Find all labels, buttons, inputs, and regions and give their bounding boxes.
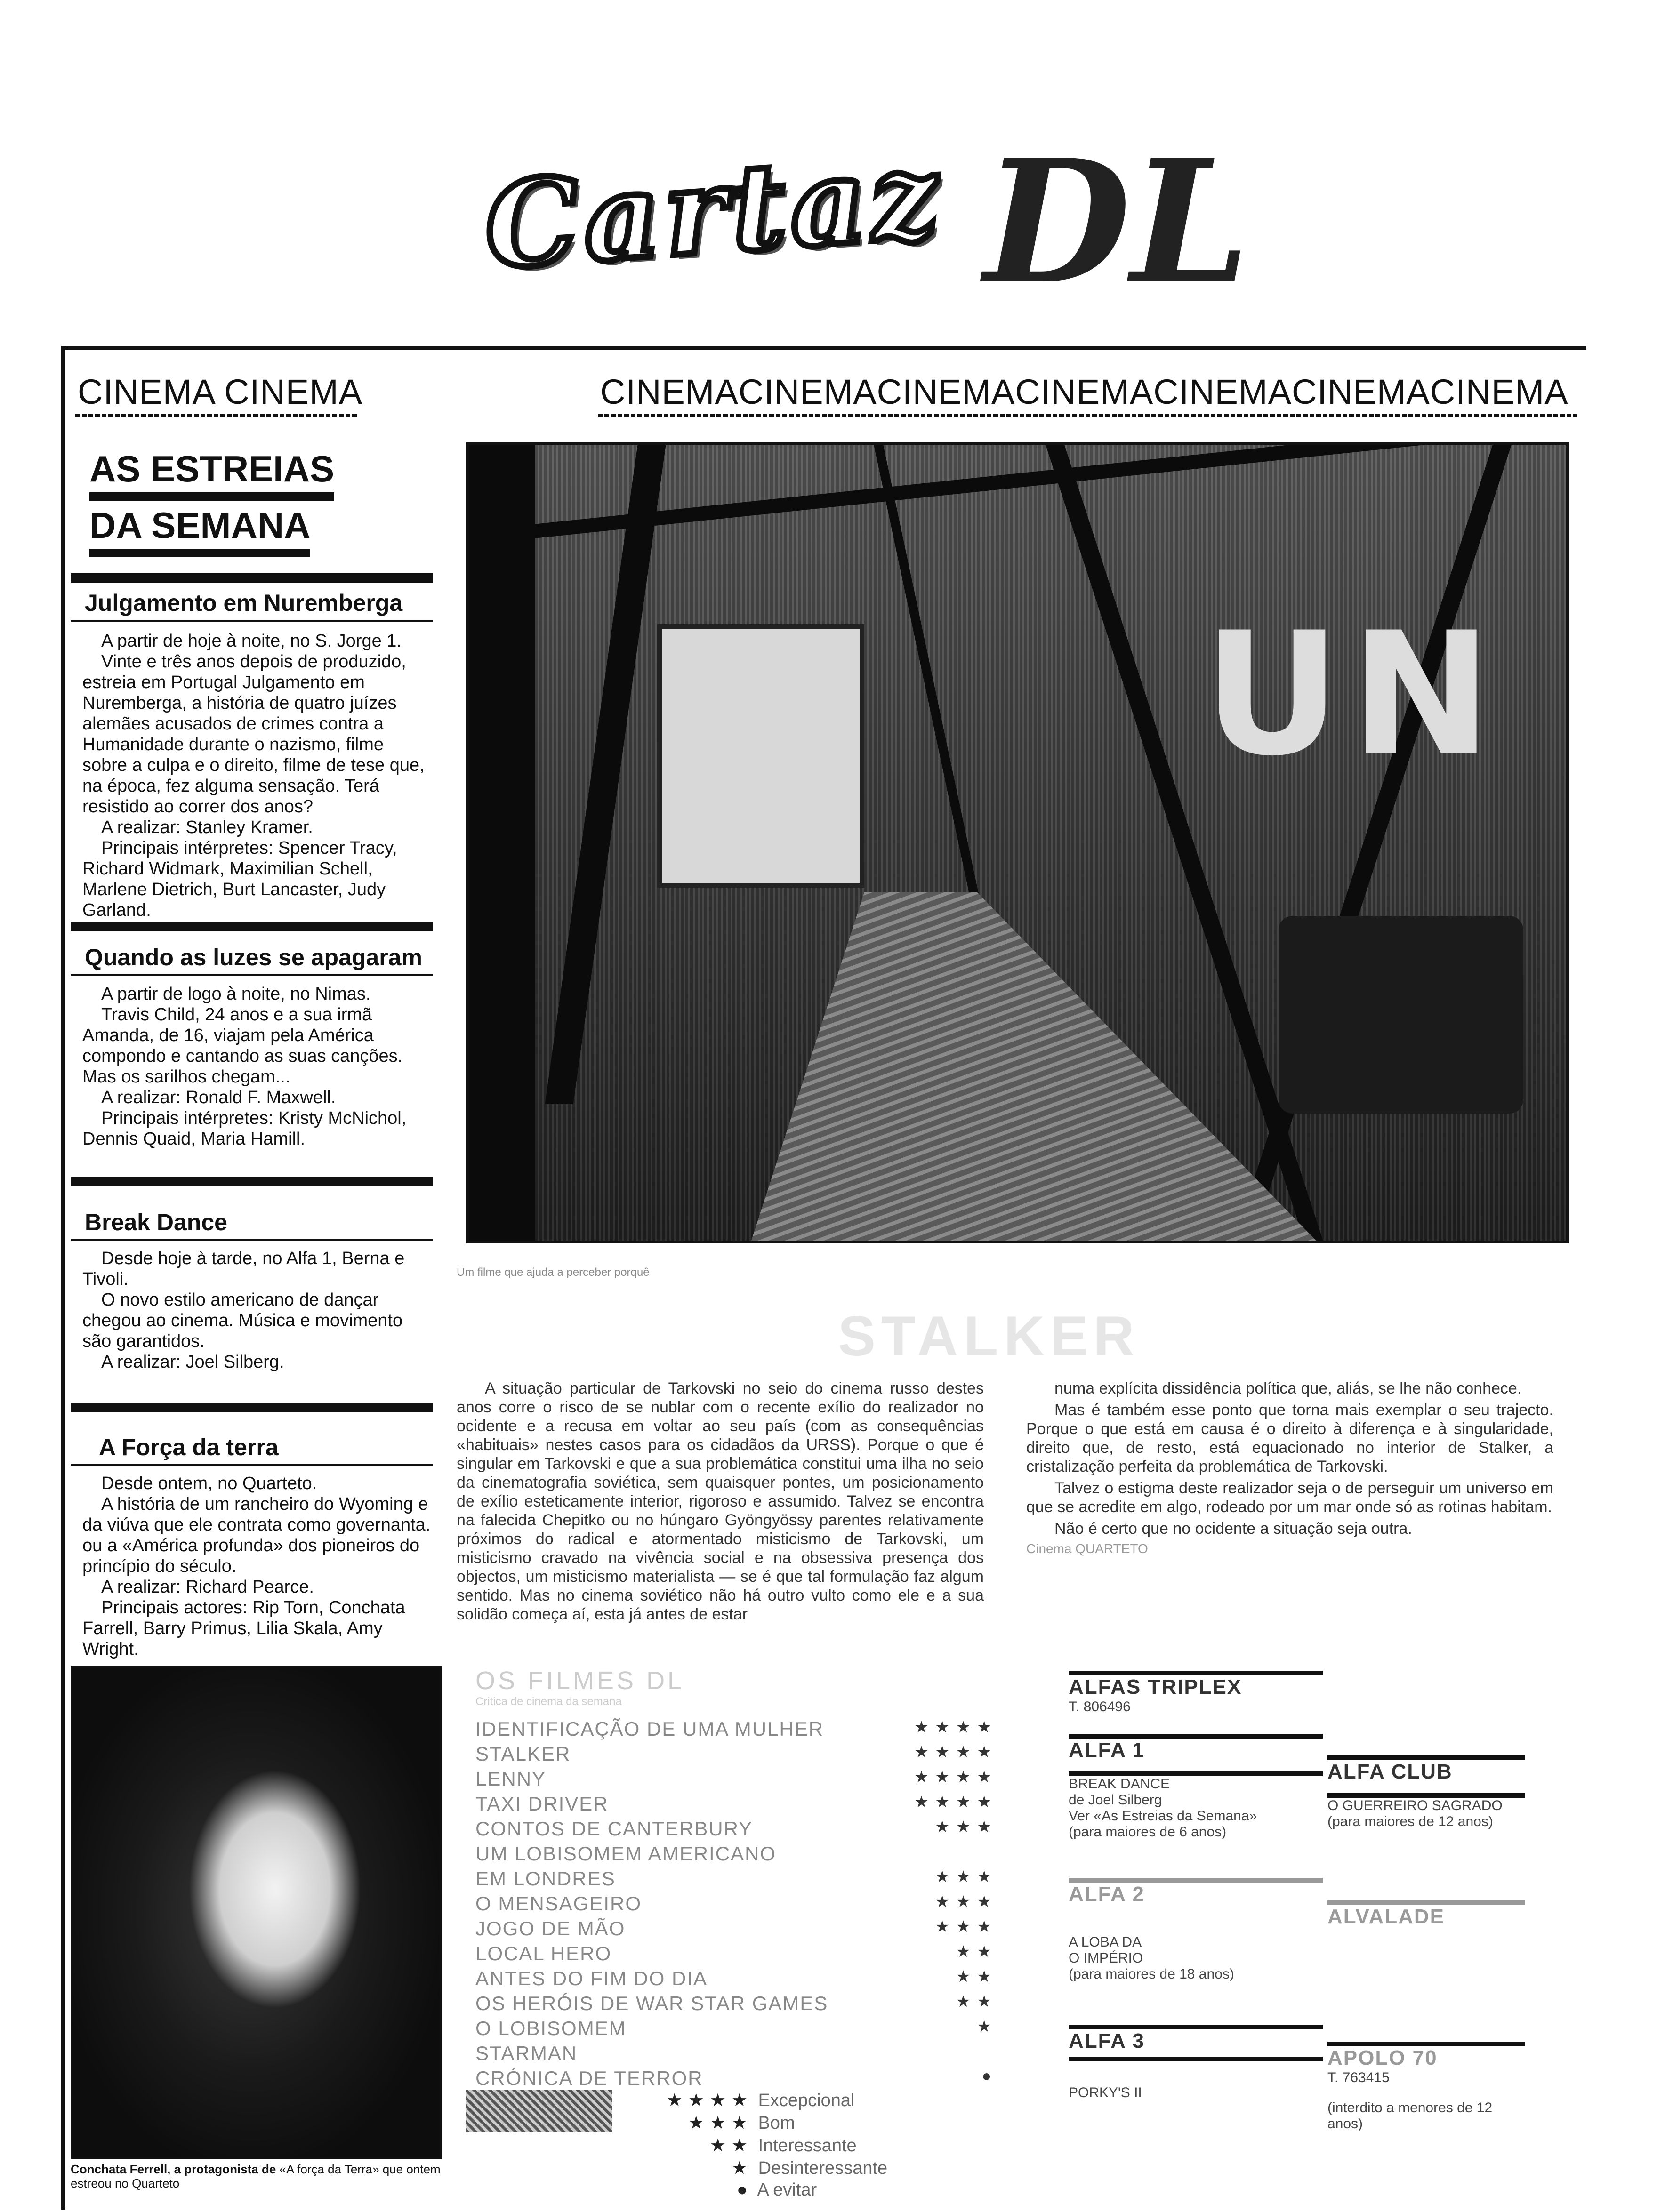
section-rule: [71, 620, 433, 622]
legend-label: A evitar: [757, 2180, 817, 2200]
rating-row: [475, 1743, 998, 1768]
legend-row: [654, 2112, 795, 2133]
rating-row: [475, 1992, 998, 2017]
film-title: EM LONDRES: [475, 1867, 616, 1890]
film-title: IDENTIFICAÇÃO DE UMA MULHER: [475, 1718, 824, 1740]
legend-stars: ★★: [709, 2136, 753, 2156]
rating-row: [475, 1718, 998, 1743]
paragraph: A realizar: Joel Silberg.: [101, 1352, 284, 1372]
listing-line: BREAK DANCE: [1069, 1776, 1170, 1792]
section-title-julgamento: Julgamento em Nuremberga: [85, 590, 403, 616]
listings-column-1: [1069, 1671, 1323, 2101]
legend-row: [654, 2135, 857, 2156]
listing-line: (para maiores de 6 anos): [1069, 1824, 1227, 1840]
venue-name: ALFA 3: [1069, 2029, 1145, 2052]
paragraph: numa explícita dissidência política que, aliás, se lhe não conhece.: [1054, 1379, 1522, 1397]
paragraph: Não é certo que no ocidente a situação seja outra.: [1054, 1520, 1412, 1538]
section-body-quando: [82, 984, 431, 1149]
paragraph: O novo estilo americano de dançar chegou ao cinema. Música e movimento são garantidos.: [82, 1290, 403, 1351]
film-title: OS HERÓIS DE WAR STAR GAMES: [475, 1992, 828, 2014]
masthead-word: Cartaz: [480, 125, 947, 296]
photo-caption: Um filme que ajuda a perceber porquê: [457, 1266, 650, 1279]
venue-name: ALFAS TRIPLEX: [1069, 1675, 1242, 1699]
frame-top-rule: [61, 346, 1586, 350]
portrait-caption: [71, 2162, 447, 2190]
venue-bar: [1327, 2042, 1525, 2046]
ratings-heading: OS FILMES DL: [475, 1667, 685, 1695]
section-bar: [71, 1177, 433, 1186]
venue-bar: [1327, 1900, 1525, 1905]
section-rule: [71, 974, 433, 976]
legend-row: [654, 2157, 887, 2179]
section-header-left: CINEMA CINEMA: [78, 372, 363, 411]
film-title: JOGO DE MÃO: [475, 1917, 626, 1940]
bridge-truss: [469, 445, 535, 1241]
section-title-quando: Quando as luzes se apagaram: [85, 944, 422, 970]
paragraph: Principais intérpretes: Kristy McNichol, Dennis Quaid, Maria Hamill.: [82, 1108, 407, 1149]
legend-stars: ●: [737, 2180, 753, 2200]
rating-stars: ★★★: [935, 1818, 998, 1836]
legend-row: [654, 2090, 854, 2111]
section-title-forca: A Força da terra: [99, 1434, 279, 1460]
venue-bar: [1069, 1878, 1323, 1883]
paragraph: A realizar: Ronald F. Maxwell.: [101, 1088, 336, 1107]
venue-name: ALFA 1: [1069, 1739, 1145, 1762]
paragraph: Talvez o estigma deste realizador seja o de perseguir um universo em que se acredite em algo, rodeado por um mar onde só as rotinas habitam.: [1026, 1479, 1553, 1516]
film-title: UM LOBISOMEM AMERICANO: [475, 1843, 777, 1865]
film-title: ANTES DO FIM DO DIA: [475, 1967, 708, 1989]
section-body-julgamento: [82, 631, 431, 921]
rating-stars: ★★★★: [914, 1718, 998, 1736]
legend-stars: ★: [731, 2158, 753, 2178]
caption-rest: «A força da Terra» que ontem estreou no Quarteto: [71, 2162, 441, 2190]
listing-spacer: [1327, 1671, 1525, 1755]
venue-bar: [1327, 1755, 1525, 1760]
venue-bar: [1069, 2057, 1323, 2061]
legend-label: Desinteressante: [758, 2158, 888, 2178]
frame-left-rule: [61, 346, 65, 2210]
legend-row: [654, 2180, 817, 2200]
header-right-underline: [598, 414, 1577, 417]
listing-line: (interdito a menores de 12 anos): [1327, 2100, 1493, 2132]
section-header-right: CINEMACINEMACINEMACINEMACINEMACINEMACINEMA: [600, 372, 1569, 411]
legend-stars: ★★★★: [666, 2091, 753, 2110]
paragraph: Principais intérpretes: Spencer Tracy, Richard Widmark, Maximilian Schell, Marlene Dietrich, Burt Lancaster, Judy Garland.: [82, 838, 397, 920]
listing-line: T. 763415: [1327, 2070, 1390, 2085]
rating-stars: ★★★★: [914, 1793, 998, 1811]
listing-line: O GUERREIRO SAGRADO: [1327, 1798, 1503, 1813]
legend-logo-box: [466, 2090, 612, 2132]
venue-name: ALFA CLUB: [1327, 1760, 1453, 1783]
rating-row: [475, 1843, 998, 1867]
film-title: O LOBISOMEM: [475, 2017, 627, 2039]
rating-stars: ★★★★: [914, 1743, 998, 1761]
paragraph: A partir de hoje à noite, no S. Jorge 1.: [101, 631, 402, 651]
venue-bar: [1069, 1771, 1323, 1776]
rating-stars: ★★★: [935, 1893, 998, 1911]
venue-name: ALVALADE: [1327, 1905, 1445, 1928]
bridge-truss: [545, 445, 666, 1104]
ratings-table: [475, 1666, 998, 2092]
paragraph: Principais actores: Rip Torn, Conchata Farrell, Barry Primus, Lilia Skala, Amy Wright.: [82, 1598, 405, 1659]
rating-row: [475, 1942, 998, 1967]
article-column-2: [1026, 1379, 1553, 1557]
bridge-sign: UN: [1203, 596, 1502, 793]
paragraph: Travis Child, 24 anos e a sua irmã Amanda, de 16, viajam pela América compondo e cantando as suas canções. Mas os sarilhos chegam...: [82, 1005, 403, 1087]
paragraph: Desde ontem, no Quarteto.: [101, 1474, 317, 1493]
bridge-truss: [1234, 445, 1511, 1241]
paragraph: A partir de logo à noite, no Nimas.: [101, 984, 371, 1004]
rating-stars: ★★★: [935, 1918, 998, 1936]
railway-track: [751, 892, 1316, 1241]
film-title: STARMAN: [475, 2042, 578, 2064]
venue-bar: [1327, 1793, 1525, 1798]
listing-line: de Joel Silberg: [1069, 1792, 1162, 1808]
ratings-subheading: Critica de cinema da semana: [475, 1695, 622, 1708]
film-title: LOCAL HERO: [475, 1942, 612, 1964]
film-title: LENNY: [475, 1768, 547, 1790]
masthead-logo: [466, 113, 1250, 334]
train-car: [657, 624, 864, 888]
rating-row: [475, 1818, 998, 1843]
ghost-heading: STALKER: [838, 1305, 1140, 1368]
rating-stars: ●: [981, 2067, 998, 2085]
rating-row: [475, 2067, 998, 2092]
listings-column-2: [1327, 1671, 1525, 2132]
rating-stars: ★★★★: [914, 1768, 998, 1786]
jeep: [1279, 916, 1523, 1114]
masthead-suffix: DL: [984, 122, 1250, 321]
listing-line: PORKY'S II: [1069, 2085, 1142, 2100]
rating-row: [475, 1892, 998, 1917]
rating-row: [475, 2017, 998, 2042]
rating-row: [475, 1768, 998, 1793]
venue-bar: [1069, 2025, 1323, 2029]
paragraph: Desde hoje à tarde, no Alfa 1, Berna e Tivoli.: [82, 1249, 405, 1289]
conchata-ferrell-photo: [71, 1666, 442, 2159]
rating-row: [475, 2042, 998, 2067]
listing-line: T. 806496: [1069, 1699, 1131, 1715]
paragraph: A realizar: Richard Pearce.: [101, 1577, 314, 1597]
film-title: O MENSAGEIRO: [475, 1892, 642, 1915]
listing-line: (para maiores de 18 anos): [1069, 1966, 1234, 1982]
paragraph: A história de um rancheiro do Wyoming e da viúva que ele contrata como governanta. ou a «América profunda» dos pioneiros do princípio do século.: [82, 1494, 431, 1576]
section-bar: [71, 1403, 433, 1412]
film-title: CRÓNICA DE TERROR: [475, 2067, 703, 2089]
rating-stars: ★★★: [935, 1868, 998, 1886]
section-rule: [71, 1464, 433, 1466]
section-body-forca: [82, 1473, 431, 1659]
film-title: TAXI DRIVER: [475, 1793, 609, 1815]
film-title: CONTOS DE CANTERBURY: [475, 1818, 753, 1840]
venue-name: APOLO 70: [1327, 2046, 1438, 2069]
feature-title-line1: AS ESTREIAS: [89, 447, 334, 501]
section-bar: [71, 573, 433, 583]
listing-line: (para maiores de 12 anos): [1327, 1814, 1493, 1829]
venue-name: ALFA 2: [1069, 1883, 1145, 1906]
article-signature: Cinema QUARTETO: [1026, 1541, 1148, 1556]
section-body-break-dance: [82, 1248, 431, 1372]
legend-label: Bom: [758, 2113, 795, 2133]
section-title-break-dance: Break Dance: [85, 1209, 227, 1235]
rating-row: [475, 1867, 998, 1892]
venue-bar: [1069, 1734, 1323, 1739]
rating-stars: ★★: [956, 1943, 998, 1961]
feature-title: [89, 447, 334, 560]
legend-label: Excepcional: [758, 2091, 855, 2110]
paragraph: A situação particular de Tarkovski no seio do cinema russo destes anos corre o risco de se nublar com o recente exílio do realizador no ocidente e a recusa em voltar ao seu país (com as consequências «habituais» nestes casos para os cidadãos da URSS). Porque o que é singular em Tarkovski e que a sua problemática constitui uma ilha no seio da cinematografia soviética, sem quaisquer pontes, um posicionamento de exílio esteticamente interior, rigoroso e assumido. Talvez se encontra na falecida Chepitko ou no húngaro Gyöngyössy parentes relativamente próximos do radical e atormentado misticismo de Tarkovski, um misticismo cravado na vivência social e na obsessiva presença dos objectos, um misticismo materialista — se é que tal formulação faz algum sentido. Mas no cinema soviético não há outro vulto como ele e a sua solidão começa aí, esta já antes de estar: [457, 1379, 984, 1623]
header-left-underline: [75, 414, 358, 417]
rating-stars: ★: [977, 2018, 998, 2036]
rating-row: [475, 1917, 998, 1942]
rating-stars: ★★: [956, 1968, 998, 1986]
listing-line: O IMPÉRIO: [1069, 1950, 1143, 1966]
stalker-photo: [466, 442, 1569, 1243]
section-bar: [71, 922, 433, 931]
listing-line: A LOBA DA: [1069, 1934, 1142, 1950]
rating-stars: ★★: [956, 1993, 998, 2011]
film-title: STALKER: [475, 1743, 571, 1765]
rating-row: [475, 1967, 998, 1992]
section-rule: [71, 1239, 433, 1241]
paragraph: Vinte e três anos depois de produzido, estreia em Portugal Julgamento em Nuremberga, a história de quatro juízes alemães acusados de crimes contra a Humanidade durante o nazismo, filme sobre a culpa e o direito, filme de tese que, na época, fez alguma sensação. Terá resistido ao correr dos anos?: [82, 652, 425, 817]
legend-label: Interessante: [758, 2136, 857, 2156]
feature-title-line2: DA SEMANA: [89, 504, 310, 557]
listing-line: Ver «As Estreias da Semana»: [1069, 1808, 1257, 1824]
paragraph: Mas é também esse ponto que torna mais exemplar o seu trajecto. Porque o que está em causa é o direito à diferença e à singularidade, direito que, de resto, está equacionado no interior de Stalker, a cristalização perfeita da problemática de Tarkovski.: [1026, 1401, 1553, 1475]
rating-row: [475, 1793, 998, 1818]
paragraph: A realizar: Stanley Kramer.: [101, 817, 313, 837]
article-column-1: [457, 1379, 984, 1627]
caption-bold: Conchata Ferrell, a protagonista de: [71, 2162, 276, 2176]
venue-bar: [1069, 1671, 1323, 1675]
legend-stars: ★★★: [688, 2113, 753, 2133]
